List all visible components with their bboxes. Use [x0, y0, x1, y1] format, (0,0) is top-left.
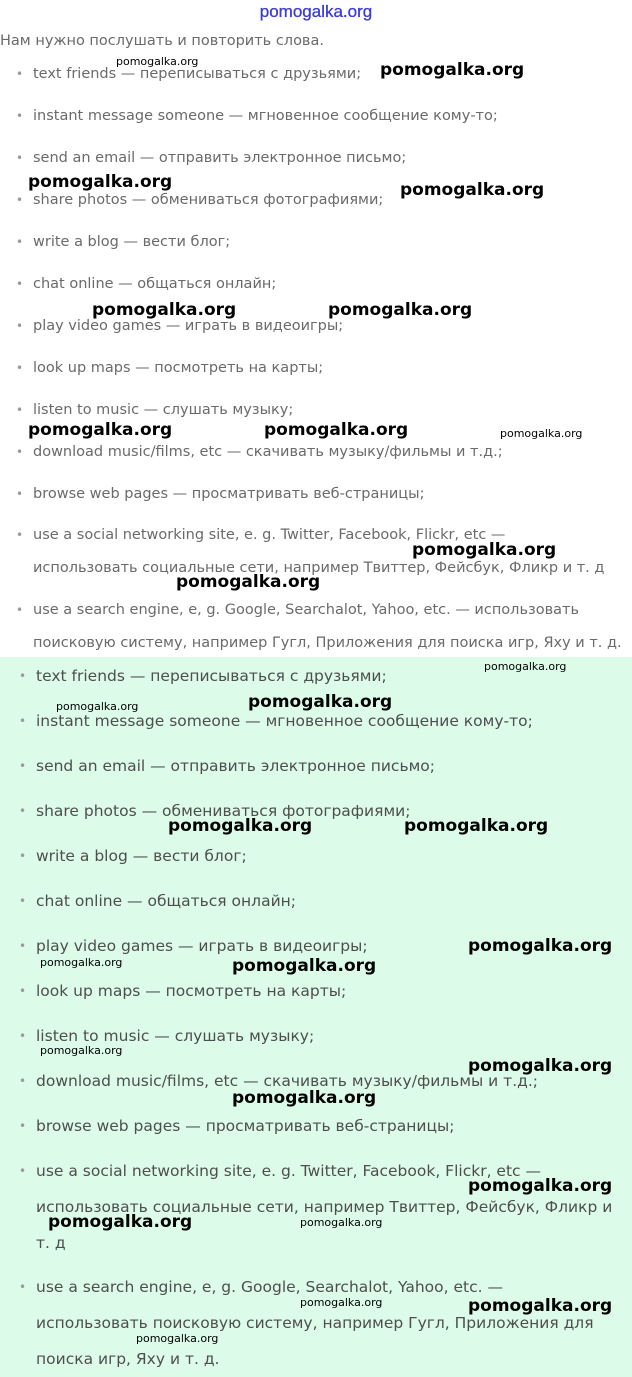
bullet-icon: • [16, 193, 24, 207]
watermark-text: pomogalka.org [500, 427, 583, 440]
watermark-text: pomogalka.org [300, 1216, 383, 1229]
bullet-icon: • [16, 235, 24, 249]
list-item [16, 272, 628, 297]
watermark-text: pomogalka.org [168, 816, 313, 836]
list-item-text: download music/films, etc — скачивать музыку/фильмы и т.д.; [36, 1072, 539, 1090]
list-item [16, 104, 628, 129]
watermark-text: pomogalka.org [116, 55, 199, 68]
list-item-text: use a search engine, e, g. Google, Searchalot, Yahoo, etc. — использовать [33, 602, 580, 618]
phrase-list-highlighted [0, 657, 632, 1377]
watermark-text: pomogalka.org [176, 572, 321, 592]
watermark-text: pomogalka.org [48, 1212, 193, 1232]
site-header-link[interactable]: pomogalka.org [259, 2, 373, 21]
list-item-text: use a search engine, e, g. Google, Searchalot, Yahoo, etc. — [36, 1278, 503, 1296]
bullet-icon: • [16, 109, 24, 123]
bullet-icon: • [19, 894, 27, 908]
list-item-text: share photos — обмениваться фотографиями; [36, 802, 411, 820]
list-item [19, 973, 628, 1009]
bullet-icon: • [19, 984, 27, 998]
watermark-text: pomogalka.org [40, 1044, 123, 1057]
list-item [16, 230, 628, 255]
list-item-text: write a blog — вести блог; [36, 847, 247, 865]
watermark-text: pomogalka.org [56, 700, 139, 713]
list-item-text: использовать поисковую систему, например Гугл, Приложения для [36, 1314, 594, 1332]
bullet-icon: • [16, 319, 24, 333]
bullet-icon: • [16, 528, 24, 542]
watermark-text: pomogalka.org [484, 660, 567, 673]
bullet-icon: • [19, 1029, 27, 1043]
watermark-text: pomogalka.org [28, 420, 173, 440]
list-item-text: поисковую систему, например Гугл, Приложения для поиска игр, Яху и т. д. [33, 635, 622, 651]
watermark-text: pomogalka.org [468, 936, 613, 956]
list-item-text: browse web pages — просматривать веб-страницы; [33, 486, 425, 502]
list-item [19, 748, 628, 784]
list-item [19, 883, 628, 919]
watermark-text: pomogalka.org [328, 300, 473, 320]
watermark-text: pomogalka.org [28, 172, 173, 192]
watermark-text: pomogalka.org [404, 816, 549, 836]
list-item [16, 146, 628, 171]
bullet-icon: • [16, 487, 24, 501]
intro-text: Нам нужно послушать и повторить слова. [0, 33, 324, 49]
bullet-icon: • [16, 403, 24, 417]
list-item-text: instant message someone — мгновенное сообщение кому-то; [36, 712, 533, 730]
bullet-icon: • [16, 277, 24, 291]
bullet-icon: • [16, 603, 24, 617]
watermark-text: pomogalka.org [264, 420, 409, 440]
list-item [16, 598, 628, 656]
watermark-text: pomogalka.org [92, 300, 237, 320]
list-item-text: use a social networking site, e. g. Twitter, Facebook, Flickr, etc — [33, 527, 506, 543]
watermark-text: pomogalka.org [400, 180, 545, 200]
watermark-text: pomogalka.org [248, 692, 393, 712]
watermark-text: pomogalka.org [40, 956, 123, 969]
list-item [19, 1269, 628, 1377]
bullet-icon: • [19, 759, 27, 773]
bullet-icon: • [19, 1280, 27, 1294]
list-item-text: send an email — отправить электронное письмо; [36, 757, 435, 775]
bullet-icon: • [16, 67, 24, 81]
watermark-text: pomogalka.org [468, 1176, 613, 1196]
list-item-text: browse web pages — просматривать веб-страницы; [36, 1117, 455, 1135]
bullet-icon: • [19, 1119, 27, 1133]
list-item-text: text friends — переписываться с друзьями; [36, 667, 387, 685]
bullet-icon: • [19, 669, 27, 683]
bullet-icon: • [19, 849, 27, 863]
list-item [19, 838, 628, 874]
list-item-text: use a social networking site, e. g. Twitter, Facebook, Flickr, etc — [36, 1162, 541, 1180]
bullet-icon: • [19, 1074, 27, 1088]
watermark-text: pomogalka.org [412, 540, 557, 560]
list-item-text: play video games — играть в видеоигры; [33, 318, 344, 334]
bullet-icon: • [16, 361, 24, 375]
bullet-icon: • [19, 804, 27, 818]
list-item-text: listen to music — слушать музыку; [36, 1027, 315, 1045]
list-item [19, 1108, 628, 1144]
list-item-text: write a blog — вести блог; [33, 234, 231, 250]
list-item [16, 482, 628, 507]
watermark-text: pomogalka.org [300, 1296, 383, 1309]
watermark-text: pomogalka.org [232, 956, 377, 976]
list-item-text: play video games — играть в видеоигры; [36, 937, 368, 955]
list-item [19, 1153, 628, 1261]
list-item-text: использовать социальные сети, например Твиттер, Фейсбук, Фликр и [36, 1198, 613, 1216]
list-item-text: т. д [36, 1234, 66, 1252]
list-item-text: look up maps — посмотреть на карты; [33, 360, 324, 376]
bullet-icon: • [19, 714, 27, 728]
list-item [19, 1018, 628, 1054]
list-item-text: instant message someone — мгновенное сообщение кому-то; [33, 108, 498, 124]
watermark-text: pomogalka.org [468, 1296, 613, 1316]
bullet-icon: • [16, 151, 24, 165]
list-item-text: chat online — общаться онлайн; [36, 892, 297, 910]
list-item-text: text friends — переписываться с друзьями; [33, 66, 362, 82]
watermark-text: pomogalka.org [380, 60, 525, 80]
bullet-icon: • [19, 1164, 27, 1178]
list-item-text: использовать социальные сети, например Твиттер, Фейсбук, Фликр и т. д [33, 560, 605, 576]
list-item-text: share photos — обмениваться фотографиями; [33, 192, 384, 208]
list-item-text: download music/films, etc — скачивать музыку/фильмы и т.д.; [33, 444, 503, 460]
watermark-text: pomogalka.org [468, 1056, 613, 1076]
watermark-text: pomogalka.org [232, 1088, 377, 1108]
bullet-icon: • [16, 445, 24, 459]
list-item-text: chat online — общаться онлайн; [33, 276, 277, 292]
list-item-text: listen to music — слушать музыку; [33, 402, 294, 418]
list-item [16, 440, 628, 465]
list-item [16, 356, 628, 381]
watermark-text: pomogalka.org [136, 1332, 219, 1345]
bullet-icon: • [19, 939, 27, 953]
list-item-text: send an email — отправить электронное письмо; [33, 150, 407, 166]
list-item-text: look up maps — посмотреть на карты; [36, 982, 347, 1000]
list-item-text: поиска игр, Яху и т. д. [36, 1350, 220, 1368]
